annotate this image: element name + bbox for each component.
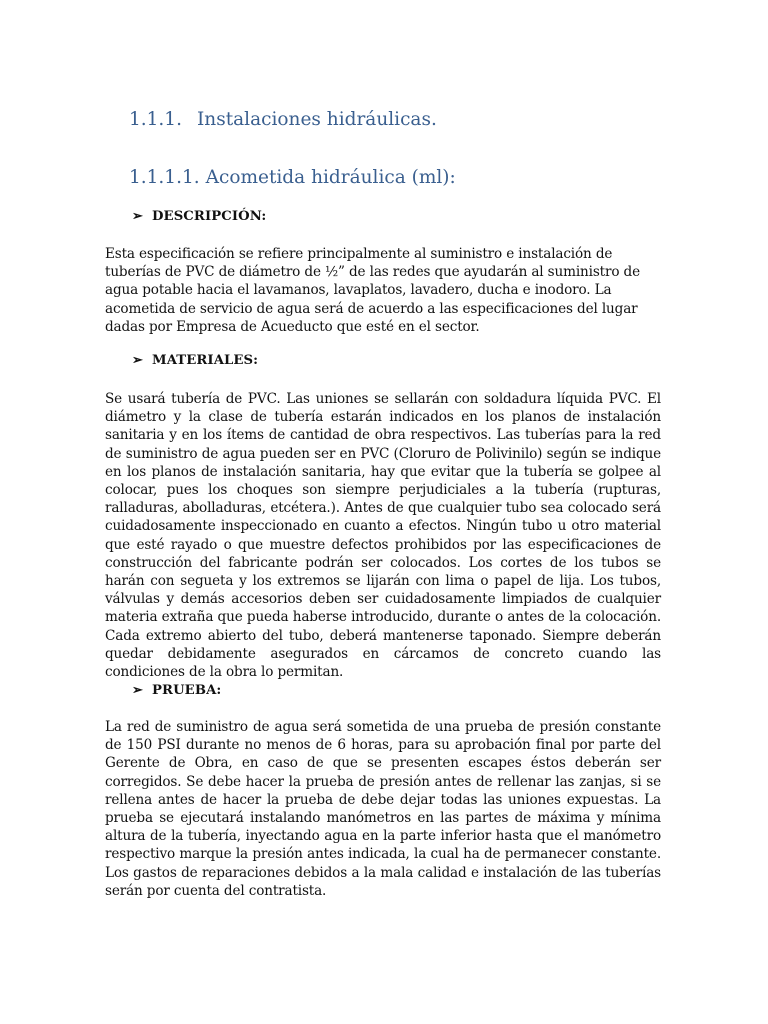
arrow-bullet-icon: ➢ [132,683,144,698]
section-title-text: DESCRIPCIÓN: [152,209,267,224]
heading-title: Acometida hidráulica (ml): [205,167,456,188]
section-title-descripcion [132,209,266,224]
section-title-materiales [132,353,258,368]
section-title-text: PRUEBA: [152,683,222,698]
arrow-bullet-icon: ➢ [132,353,144,368]
paragraph-materiales: Se usará tubería de PVC. Las uniones se sellarán con soldadura líquida PVC. El diámetro y la clase de tubería estarán indicados en los planos de instalación sanitaria y en los ítems de cantidad de obra respectivos. Las tuberías para la red de suministro de agua pueden ser en PVC (Cloruro de Polivinilo) según se indique en los planos de instalación sanitaria, hay que evitar que la tubería se golpee al colocar, pues los choques son siempre perjudiciales a la tubería (rupturas, ralladuras, abolladuras, etcétera.). Antes de que cualquier tubo sea colocado será cuidadosamente inspeccionado en cuanto a efectos. Ningún tubo u otro material que esté rayado o que muestre defectos prohibidos por las especificaciones de construcción del fabricante podrán ser colocados. Los cortes de los tubos se harán con segueta y los extremos se lijarán con lima o papel de lija. Los tubos, válvulas y demás accesorios deben ser cuidadosamente limpiados de cualquier materia extraña que pueda haberse introducido, durante o antes de la colocación. Cada extremo abierto del tubo, deberá mantenerse taponado. Siempre deberán quedar debidamente asegurados en cárcamos de concreto cuando las condiciones de la obra lo permitan. [105,391,661,681]
heading-number: 1.1.1. [129,109,182,130]
heading-instalaciones-hidraulicas [129,109,437,130]
heading-number: 1.1.1.1. [129,167,200,188]
section-title-text: MATERIALES: [152,353,259,368]
arrow-bullet-icon: ➢ [132,209,144,224]
section-title-prueba [132,683,221,698]
paragraph-prueba: La red de suministro de agua será sometida de una prueba de presión constante de 150 PSI durante no menos de 6 horas, para su aprobación final por parte del Gerente de Obra, en caso de que se presenten escapes éstos deberán ser corregidos. Se debe hacer la prueba de presión antes de rellenar las zanjas, si se rellena antes de hacer la prueba de debe dejar todas las uniones expuestas. La prueba se ejecutará instalando manómetros en las partes de máxima y mínima altura de la tubería, inyectando agua en la parte inferior hasta que el manómetro respectivo marque la presión antes indicada, la cual ha de permanecer constante. Los gastos de reparaciones debidos a la mala calidad e instalación de las tuberías serán por cuenta del contratista. [105,719,661,899]
heading-acometida-hidraulica [129,167,456,188]
paragraph-descripcion: Esta especificación se refiere principalmente al suministro e instalación de tuberías de PVC de diámetro de ½” de las redes que ayudarán al suministro de agua potable hacia el lavamanos, lavaplatos, lavadero, ducha e inodoro. La acometida de servicio de agua será de acuerdo a las especificaciones del lugar dadas por Empresa de Acueducto que esté en el sector. [105,246,640,335]
heading-title: Instalaciones hidráulicas. [197,109,437,130]
